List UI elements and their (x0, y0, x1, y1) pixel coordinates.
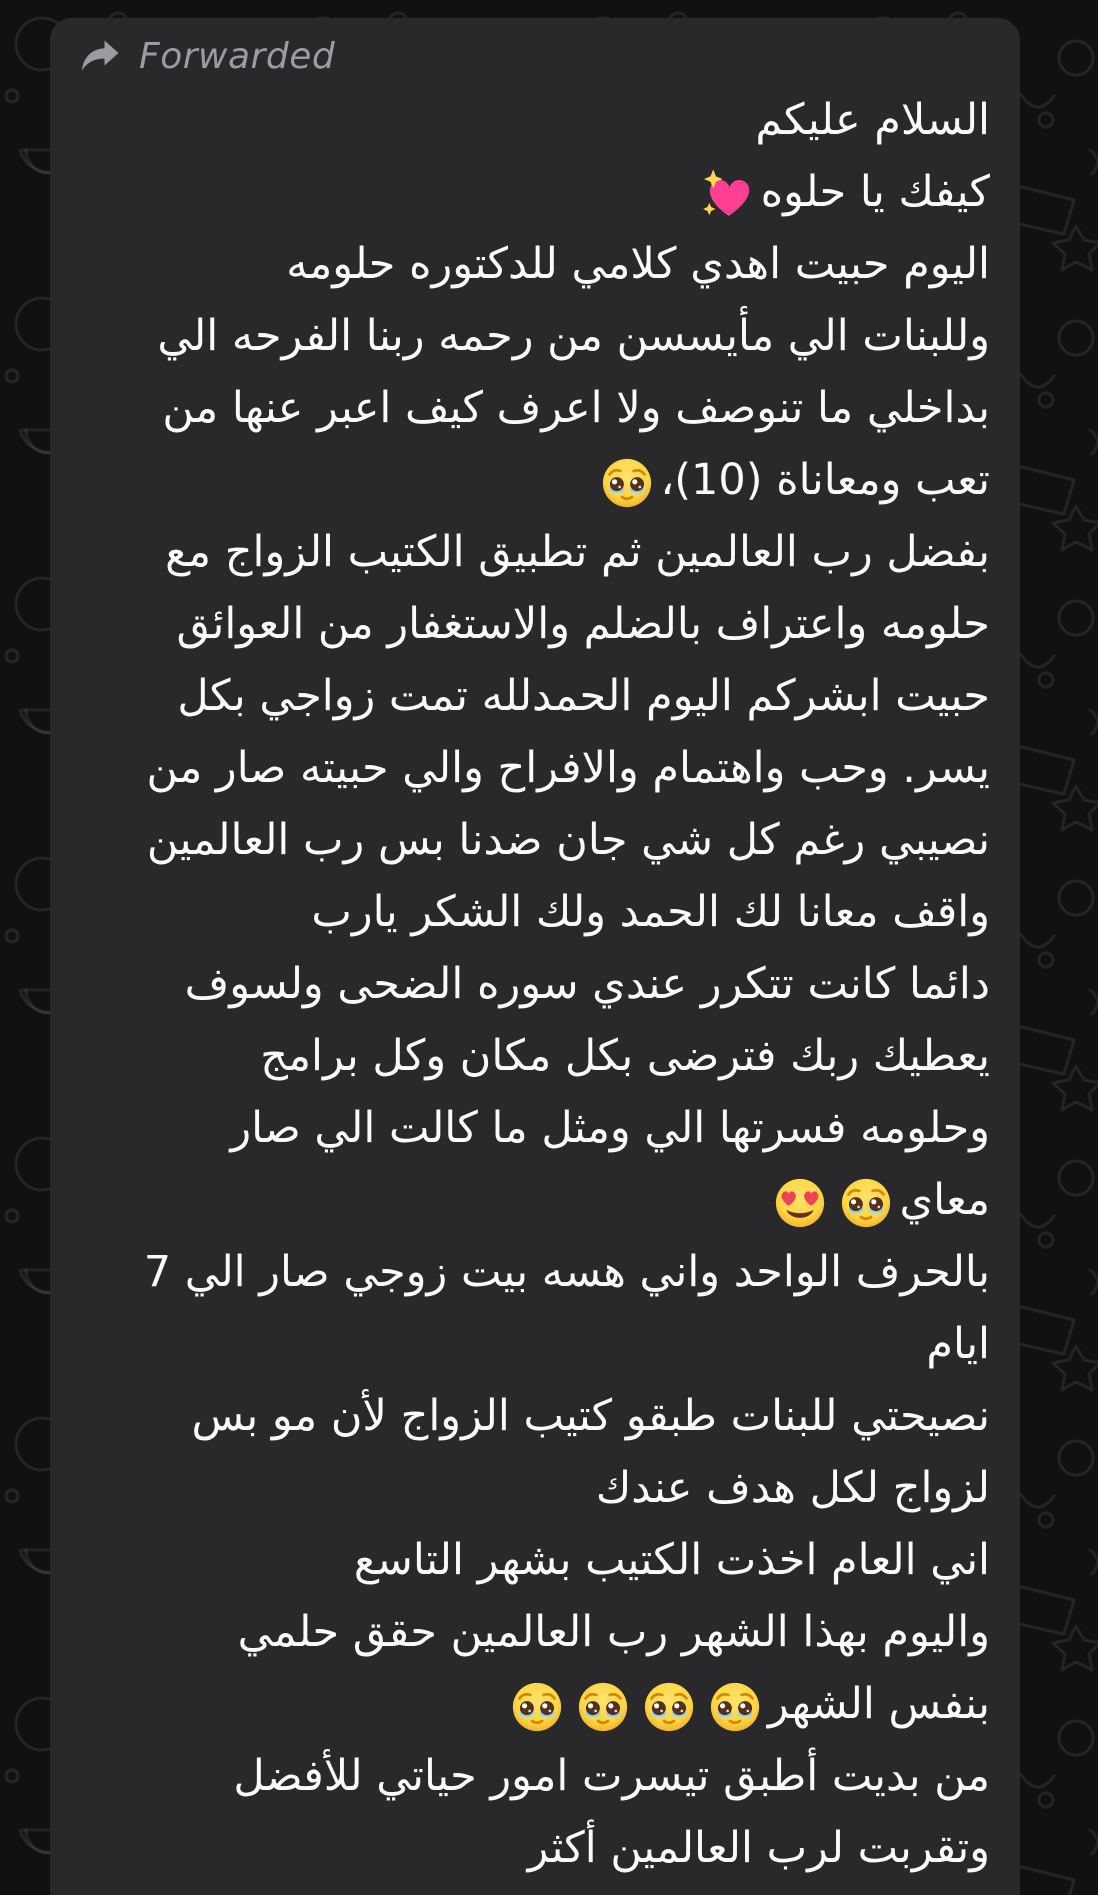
message-line-text: ايام (926, 1319, 990, 1369)
message-line-text: حلومه واعتراف بالضلم والاستغفار من العوائق (176, 599, 990, 649)
message-line-text: نصيبي رغم كل شي جان ضدنا بس رب العالمين (146, 815, 990, 865)
message-line (66, 1164, 990, 1236)
sparkling-heart-emoji (700, 167, 756, 223)
holding-back-tears-emoji (838, 1175, 894, 1231)
holding-back-tears-emoji (707, 1679, 763, 1735)
message-line (66, 1020, 990, 1092)
holding-back-tears-emoji (641, 1679, 697, 1735)
message-line (66, 588, 990, 660)
holding-back-tears-emoji (509, 1679, 565, 1735)
forward-arrow-icon (80, 39, 120, 73)
heart-eyes-emoji (772, 1175, 828, 1231)
message-line-text: نصيحتي للبنات طبقو كتيب الزواج لأن مو بس (191, 1391, 990, 1441)
message-line-text: معاي (899, 1175, 990, 1225)
message-line-text: بالحرف الواحد واني هسه بيت زوجي صار الي 7 (143, 1247, 990, 1297)
holding-back-tears-emoji (599, 455, 655, 511)
message-line (66, 1740, 990, 1812)
message-line-text: من بديت أطبق تيسرت امور حياتي للأفضل (233, 1751, 990, 1801)
message-line (66, 516, 990, 588)
message-line (66, 876, 990, 948)
message-line-text: يعطيك ربك فترضى بكل مكان وكل برامج (260, 1031, 990, 1081)
message-line-text: دائما كانت تتكرر عندي سوره الضحى ولسوف (184, 959, 990, 1009)
message-line-text: تعب ومعاناة (10)، (660, 455, 990, 505)
message-line-text: كيفك يا حلوه (760, 167, 990, 217)
message-line (66, 156, 990, 228)
message-line-text: بنفس الشهر (767, 1679, 990, 1729)
message-line (66, 300, 990, 372)
message-line (66, 1236, 990, 1308)
message-line (66, 1596, 990, 1668)
message-line (66, 372, 990, 444)
message-line (66, 228, 990, 300)
message-line (66, 1812, 990, 1884)
message-bubble[interactable] (50, 18, 1020, 1895)
message-line-text: اني العام اخذت الكتيب بشهر التاسع (353, 1535, 990, 1585)
message-line (66, 1308, 990, 1380)
message-line (66, 732, 990, 804)
message-line (66, 84, 990, 156)
message-line-text: اليوم حبيت اهدي كلامي للدكتوره حلومه (286, 239, 990, 289)
message-line (66, 1092, 990, 1164)
message-line-text: لزواج لكل هدف عندك (595, 1463, 990, 1513)
message-line-text: حبيت ابشركم اليوم الحمدلله تمت زواجي بكل (177, 671, 990, 721)
message-line-text: واقف معانا لك الحمد ولك الشكر يارب (311, 887, 990, 937)
message-line-text: يسر. وحب واهتمام والافراح والي حبيته صار من (146, 743, 990, 793)
message-line-text: وللبنات الي مأيسسن من رحمه ربنا الفرحه الي (157, 311, 990, 361)
message-line-text: واليوم بهذا الشهر رب العالمين حقق حلمي (237, 1607, 990, 1657)
message-line (66, 444, 990, 516)
forwarded-row (66, 34, 990, 78)
message-line-text: بفضل رب العالمين ثم تطبيق الكتيب الزواج مع (165, 527, 990, 577)
message-text (66, 84, 990, 1884)
message-line-text: بداخلي ما تنوصف ولا اعرف كيف اعبر عنها من (162, 383, 990, 433)
message-line (66, 948, 990, 1020)
message-line (66, 1452, 990, 1524)
message-line-text: وتقربت لرب العالمين أكثر (527, 1823, 990, 1873)
message-line (66, 1668, 990, 1740)
holding-back-tears-emoji (575, 1679, 631, 1735)
message-line (66, 1524, 990, 1596)
message-line-text: وحلومه فسرتها الي ومثل ما كالت الي صار (230, 1103, 990, 1153)
message-line (66, 804, 990, 876)
message-line (66, 660, 990, 732)
message-line (66, 1380, 990, 1452)
message-line-text: السلام عليكم (755, 95, 990, 145)
forwarded-label: Forwarded (139, 35, 336, 77)
